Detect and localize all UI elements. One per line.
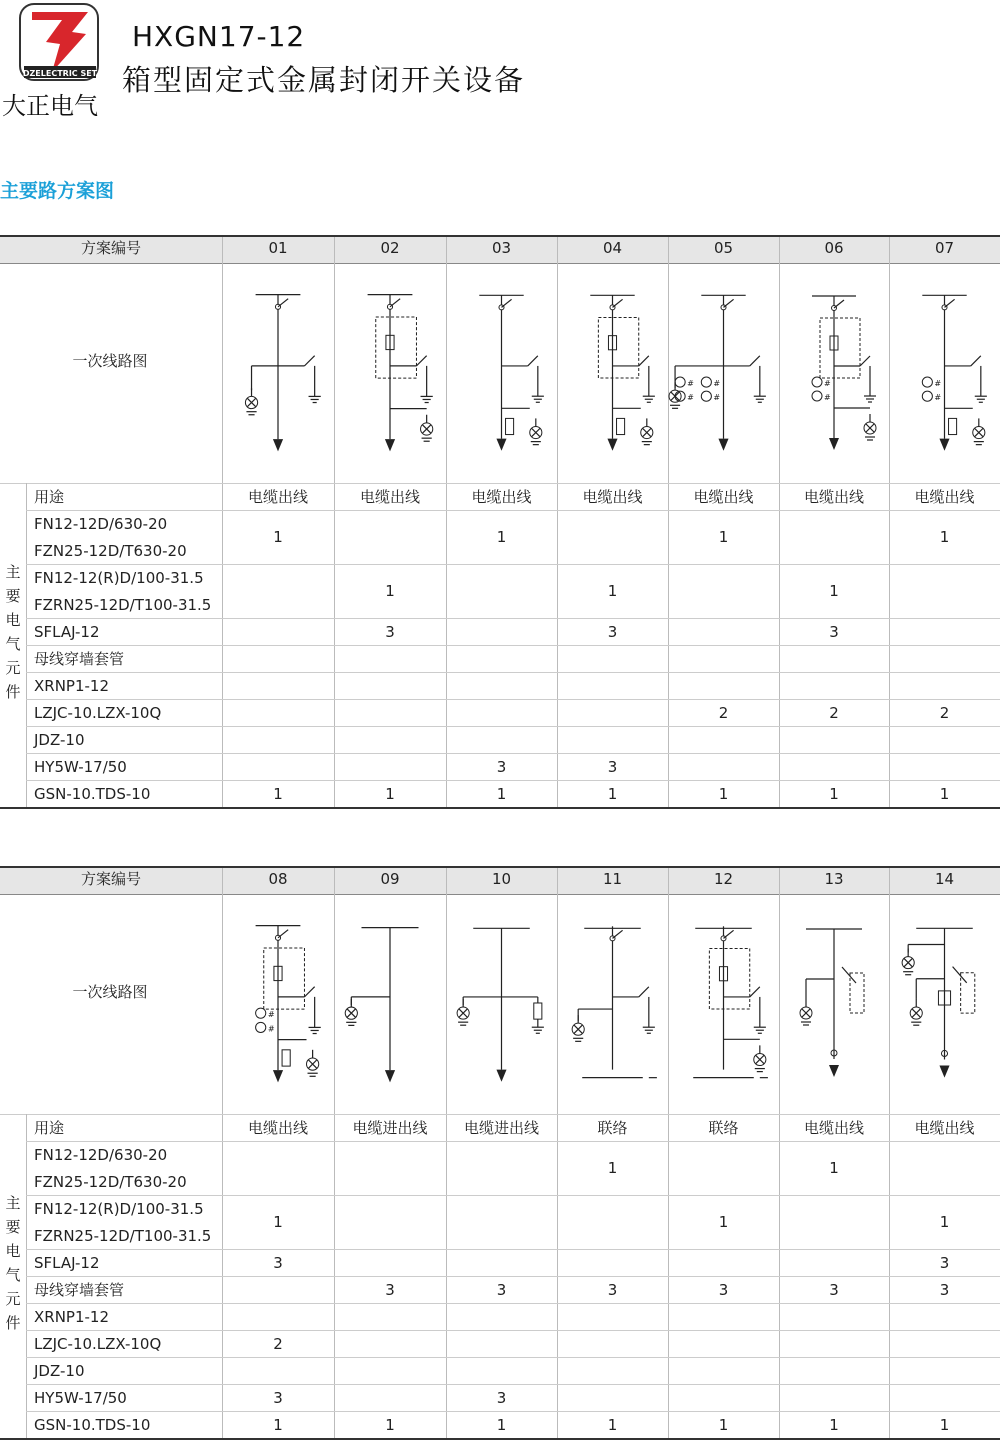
circuit-diagram — [222, 896, 334, 1112]
usage-value: 电缆进出线 — [352, 1119, 428, 1137]
component-name: JDZ-10 — [34, 731, 85, 749]
row-divider — [26, 645, 1000, 646]
component-qty: 1 — [496, 784, 507, 803]
component-qty: 1 — [607, 1415, 618, 1434]
component-name: HY5W-17/50 — [34, 1389, 127, 1407]
usage-value: 电缆出线 — [359, 488, 420, 506]
circuit-diagram — [334, 265, 446, 481]
component-name: XRNP1-12 — [34, 677, 110, 695]
row-divider — [26, 1303, 1000, 1304]
scheme-number: 09 — [380, 870, 400, 888]
scheme-number: 03 — [491, 239, 512, 257]
row-divider — [26, 564, 1000, 565]
component-qty: 3 — [273, 1253, 283, 1272]
component-name: FN12-12D/630-20 — [34, 1146, 168, 1164]
component-qty: 1 — [607, 784, 618, 803]
row-divider — [26, 699, 1000, 700]
row-divider — [26, 780, 1000, 781]
component-qty: 1 — [385, 784, 395, 803]
component-qty: 1 — [939, 1415, 950, 1434]
scheme-number: 07 — [934, 239, 955, 257]
scheme-no-label: 方案编号 — [80, 870, 141, 888]
svg-text:#: # — [687, 393, 694, 403]
component-name: 母线穿墙套管 — [34, 1281, 125, 1299]
component-name: SFLAJ-12 — [34, 623, 100, 641]
usage-value: 电缆出线 — [803, 488, 864, 506]
usage-value: 电缆出线 — [914, 1119, 975, 1137]
usage-value: 电缆出线 — [471, 488, 532, 506]
component-qty: 2 — [829, 703, 839, 722]
circuit-diagram — [334, 896, 446, 1112]
scheme-number: 12 — [713, 870, 734, 888]
component-qty: 1 — [829, 1159, 839, 1177]
usage-value: 电缆出线 — [247, 488, 308, 506]
component-qty: 3 — [607, 1280, 618, 1299]
circuit-diagram — [779, 896, 889, 1112]
component-qty: 3 — [496, 1388, 507, 1407]
usage-value: 电缆进出线 — [463, 1119, 539, 1137]
circuit-diagram — [222, 265, 334, 481]
component-group-label: 主 要 电 气 元 件 — [5, 1194, 21, 1332]
brand-name: 大正电气 — [2, 92, 98, 120]
component-qty: 3 — [496, 1280, 507, 1299]
row-divider — [26, 672, 1000, 673]
usage-value: 电缆出线 — [582, 488, 643, 506]
svg-text:#: # — [713, 379, 721, 389]
scheme-number: 10 — [491, 870, 512, 888]
table-bottom-border — [0, 807, 1000, 809]
circuit-diagram — [889, 265, 1000, 481]
component-qty: 1 — [718, 1213, 729, 1231]
usage-value: 电缆出线 — [914, 488, 975, 506]
component-qty: 1 — [273, 1213, 283, 1231]
diagram-label: 一次线路图 — [72, 983, 148, 1001]
svg-text:#: # — [713, 393, 721, 403]
circuit-diagram — [668, 896, 779, 1112]
component-qty: 1 — [273, 528, 283, 546]
component-qty: 1 — [829, 784, 839, 803]
component-name: FZRN25-12D/T100-31.5 — [34, 596, 212, 614]
circuit-diagram — [446, 896, 557, 1112]
row-divider — [26, 726, 1000, 727]
scheme-number: 08 — [268, 870, 288, 888]
scheme-number: 01 — [268, 239, 288, 257]
row-divider — [26, 1249, 1000, 1250]
component-qty: 3 — [273, 1388, 283, 1407]
component-qty: 3 — [607, 757, 618, 776]
component-qty: 3 — [385, 622, 395, 641]
component-qty: 3 — [829, 1280, 839, 1299]
component-qty: 3 — [385, 1280, 395, 1299]
row-divider — [0, 1114, 1000, 1115]
component-qty: 2 — [939, 703, 950, 722]
component-qty: 1 — [939, 784, 950, 803]
row-divider — [26, 1276, 1000, 1277]
row-divider — [26, 1195, 1000, 1196]
circuit-diagram — [668, 265, 779, 481]
component-qty: 1 — [607, 1159, 618, 1177]
component-name: LZJC-10.LZX-10Q — [34, 704, 162, 722]
component-name: FZRN25-12D/T100-31.5 — [34, 1227, 212, 1245]
scheme-number: 13 — [824, 870, 844, 888]
usage-value: 联络 — [708, 1119, 739, 1137]
component-name: FZN25-12D/T630-20 — [34, 542, 187, 560]
component-name: FN12-12D/630-20 — [34, 515, 168, 533]
scheme-number: 05 — [713, 239, 734, 257]
diagram-label: 一次线路图 — [72, 352, 148, 370]
row-divider — [26, 1384, 1000, 1385]
row-divider — [26, 1141, 1000, 1142]
circuit-diagram — [557, 265, 668, 481]
component-qty: 3 — [718, 1280, 729, 1299]
circuit-diagram — [446, 265, 557, 481]
component-qty: 1 — [496, 1415, 507, 1434]
component-qty: 3 — [607, 622, 618, 641]
scheme-number: 02 — [380, 239, 400, 257]
component-qty: 1 — [829, 582, 839, 600]
component-name: GSN-10.TDS-10 — [34, 785, 151, 803]
svg-text:#: # — [824, 379, 831, 388]
component-qty: 1 — [718, 528, 729, 546]
component-qty: 1 — [718, 784, 729, 803]
row-divider — [26, 1411, 1000, 1412]
svg-text:#: # — [934, 393, 942, 403]
svg-text:#: # — [267, 1009, 275, 1020]
component-qty: 3 — [496, 757, 507, 776]
scheme-number: 11 — [602, 870, 623, 888]
logo-text: DZELECTRIC SET — [22, 69, 98, 78]
component-qty: 2 — [273, 1334, 283, 1353]
usage-value: 电缆出线 — [693, 488, 754, 506]
scheme-number: 04 — [602, 239, 623, 257]
component-qty: 1 — [496, 528, 507, 546]
scheme-number: 06 — [824, 239, 844, 257]
component-qty: 1 — [385, 582, 395, 600]
row-divider — [26, 510, 1000, 511]
component-qty: 2 — [718, 703, 729, 722]
usage-value: 电缆出线 — [803, 1119, 864, 1137]
usage-label: 用途 — [34, 488, 65, 506]
component-qty: 1 — [718, 1415, 729, 1434]
component-name: SFLAJ-12 — [34, 1254, 100, 1272]
component-name: LZJC-10.LZX-10Q — [34, 1335, 162, 1353]
page-title: 箱型固定式金属封闭开关设备 — [122, 63, 526, 97]
circuit-diagram — [889, 896, 1000, 1112]
circuit-diagram — [779, 265, 889, 481]
usage-label: 用途 — [34, 1119, 65, 1137]
scheme-table-2 — [0, 866, 1000, 1438]
row-divider — [26, 753, 1000, 754]
row-divider — [26, 1330, 1000, 1331]
component-name: XRNP1-12 — [34, 1308, 110, 1326]
row-divider — [26, 1357, 1000, 1358]
circuit-diagram — [557, 896, 668, 1112]
component-qty: 1 — [939, 1213, 950, 1231]
component-name: GSN-10.TDS-10 — [34, 1416, 151, 1434]
row-divider — [26, 618, 1000, 619]
usage-value: 联络 — [597, 1119, 628, 1137]
brand-logo — [2, 2, 118, 120]
component-name: HY5W-17/50 — [34, 758, 127, 776]
component-qty: 1 — [385, 1415, 395, 1434]
component-qty: 3 — [829, 622, 839, 641]
component-name: 母线穿墙套管 — [34, 650, 125, 668]
scheme-no-label: 方案编号 — [80, 239, 141, 257]
component-qty: 3 — [939, 1253, 950, 1272]
component-name: FZN25-12D/T630-20 — [34, 1173, 187, 1191]
component-qty: 1 — [607, 582, 618, 600]
svg-text:#: # — [934, 379, 942, 389]
component-name: FN12-12(R)D/100-31.5 — [34, 569, 204, 587]
component-qty: 1 — [829, 1415, 839, 1434]
svg-text:#: # — [687, 379, 694, 389]
usage-value: 电缆出线 — [247, 1119, 308, 1137]
component-group-label: 主 要 电 气 元 件 — [5, 563, 21, 701]
svg-text:#: # — [267, 1023, 275, 1034]
component-qty: 3 — [939, 1280, 950, 1299]
section-title: 主要路方案图 — [0, 180, 115, 202]
model-number: HXGN17-12 — [132, 20, 306, 53]
component-qty: 1 — [273, 1415, 283, 1434]
component-qty: 1 — [939, 528, 950, 546]
scheme-table-1 — [0, 235, 1000, 807]
component-name: FN12-12(R)D/100-31.5 — [34, 1200, 204, 1218]
svg-text:#: # — [824, 393, 831, 402]
scheme-number: 14 — [934, 870, 955, 888]
component-name: JDZ-10 — [34, 1362, 85, 1380]
component-qty: 1 — [273, 784, 283, 803]
row-divider — [0, 483, 1000, 484]
